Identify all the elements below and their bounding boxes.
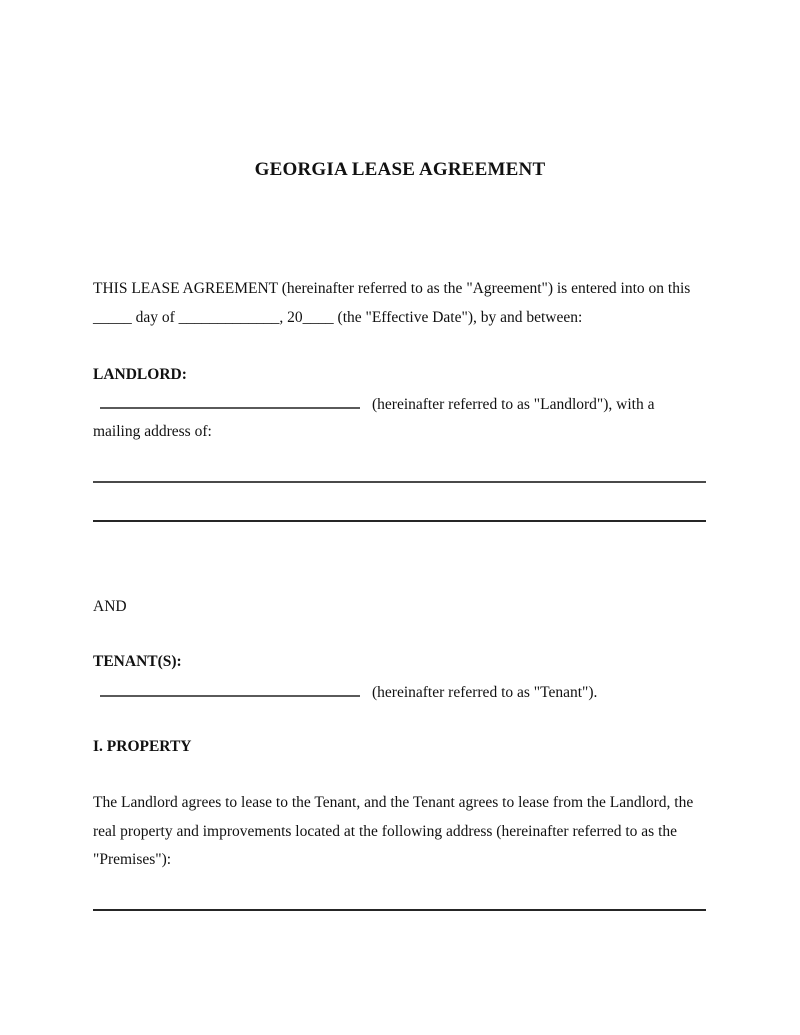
tenant-name-blank [100, 683, 360, 697]
intro-paragraph-line-2: _____ day of _____________, 20____ (the "Effective Date"), by and between: [93, 309, 583, 326]
landlord-address-line-1 [93, 481, 706, 483]
landlord-name-row [93, 395, 706, 415]
property-paragraph-line-1: The Landlord agrees to lease to the Tenant, and the Tenant agrees to lease from the Landlord, the [93, 794, 694, 811]
and-conjunction: AND [93, 598, 127, 615]
tenant-name-row [93, 683, 706, 703]
landlord-name-blank [100, 395, 360, 409]
property-section-heading: I. PROPERTY [93, 738, 192, 755]
landlord-section-label: LANDLORD: [93, 366, 187, 383]
landlord-mailing-label: mailing address of: [93, 423, 212, 440]
tenant-name-suffix: (hereinafter referred to as "Tenant"). [372, 684, 598, 701]
intro-paragraph-line-1: THIS LEASE AGREEMENT (hereinafter referred to as the "Agreement") is entered into on this [93, 280, 691, 297]
property-paragraph-line-3: "Premises"): [93, 851, 172, 868]
premises-address-line [93, 909, 706, 911]
tenant-section-label: TENANT(S): [93, 653, 182, 670]
landlord-address-line-2 [93, 520, 706, 522]
document-title: GEORGIA LEASE AGREEMENT [254, 159, 546, 180]
property-paragraph-line-2: real property and improvements located at the following address (hereinafter referred to as the [93, 823, 678, 840]
landlord-name-suffix: (hereinafter referred to as "Landlord"), with a [372, 396, 655, 413]
